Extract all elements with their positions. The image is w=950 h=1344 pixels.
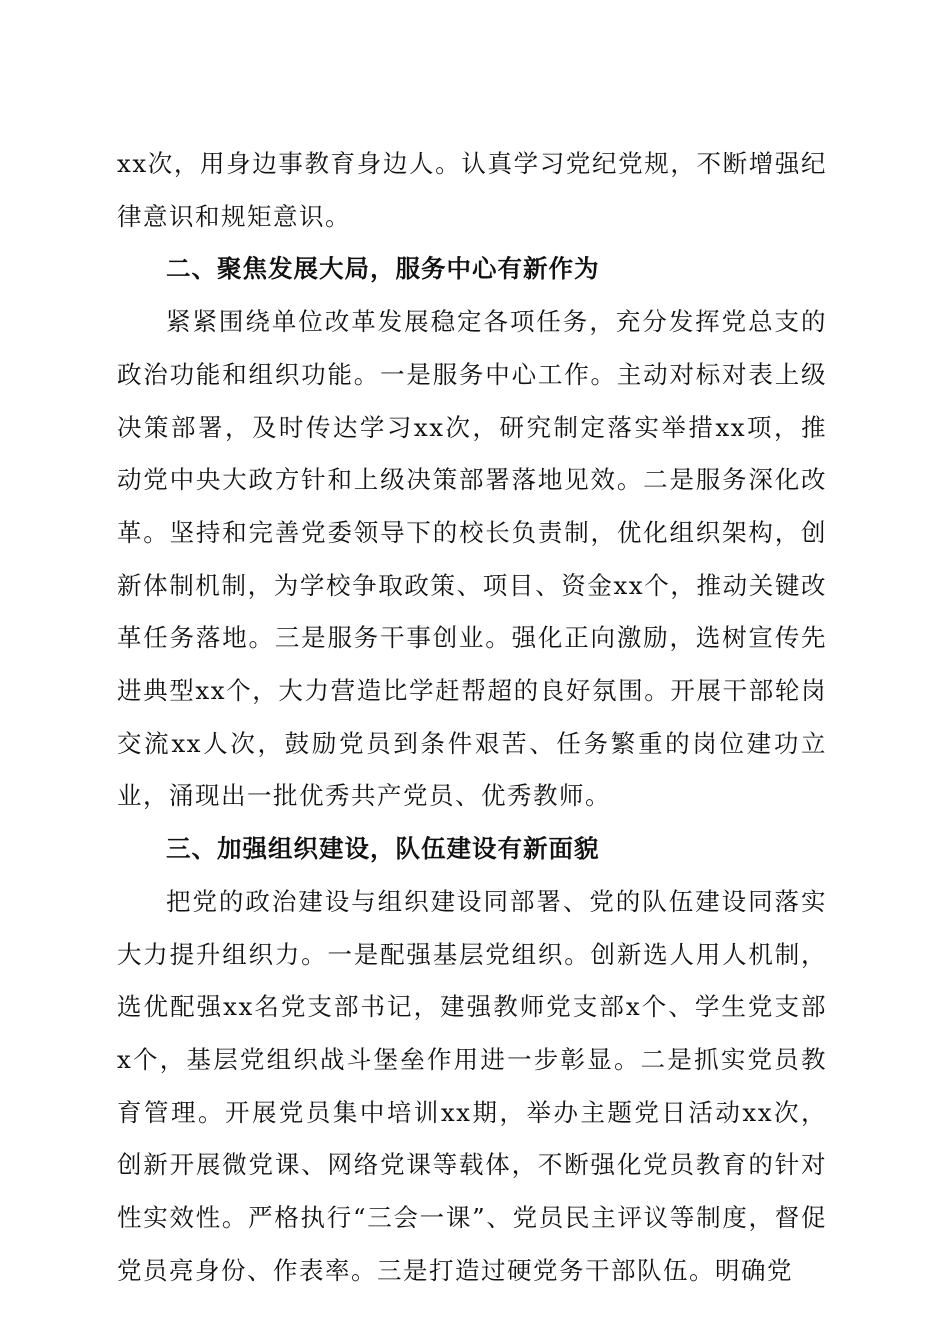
section-heading-2: 二、聚焦发展大局，服务中心有新作为 [166,254,600,284]
paragraph-section-2: 紧紧围绕单位改革发展稳定各项任务，充分发挥党总支的政治功能和组织功能。一是服务中心工作。主动对标对表上级决策部署，及时传达学习xx次，研究制定落实举措xx项，推动党中央大政方针和上级决策部署落地见效。二是服务深化改革。坚持和完善党委领导下的校长负责制，优化组织架构，创新体制机制，为学校争取政策、项目、资金xx个，推动关键改革任务落地。三是服务干事创业。强化正向激励，选树宣传先进典型xx个，大力营造比学赶帮超的良好氛围。开展干部轮岗交流xx人次，鼓励党员到条件艰苦、任务繁重的岗位建功立业，涌现出一批优秀共产党员、优秀教师。 [117,307,827,811]
section-heading-3: 三、加强组织建设，队伍建设有新面貌 [166,834,600,864]
paragraph-continued: xx次，用身边事教育身边人。认真学习党纪党规，不断增强纪律意识和规矩意识。 [117,149,827,231]
paragraph-section-3: 把党的政治建设与组织建设同部署、党的队伍建设同落实大力提升组织力。一是配强基层党组织。创新选人用人机制，选优配强xx名党支部书记，建强教师党支部x个、学生党支部x个，基层党组织战斗堡垒作用进一步彰显。二是抓实党员教育管理。开展党员集中培训xx期，举办主题党日活动xx次，创新开展微党课、网络党课等载体，不断强化党员教育的针对性实效性。严格执行“三会一课”、党员民主评议等制度，督促党员亮身份、作表率。三是打造过硬党务干部队伍。明确党 [117,886,827,1285]
document-body [117,138,827,1297]
